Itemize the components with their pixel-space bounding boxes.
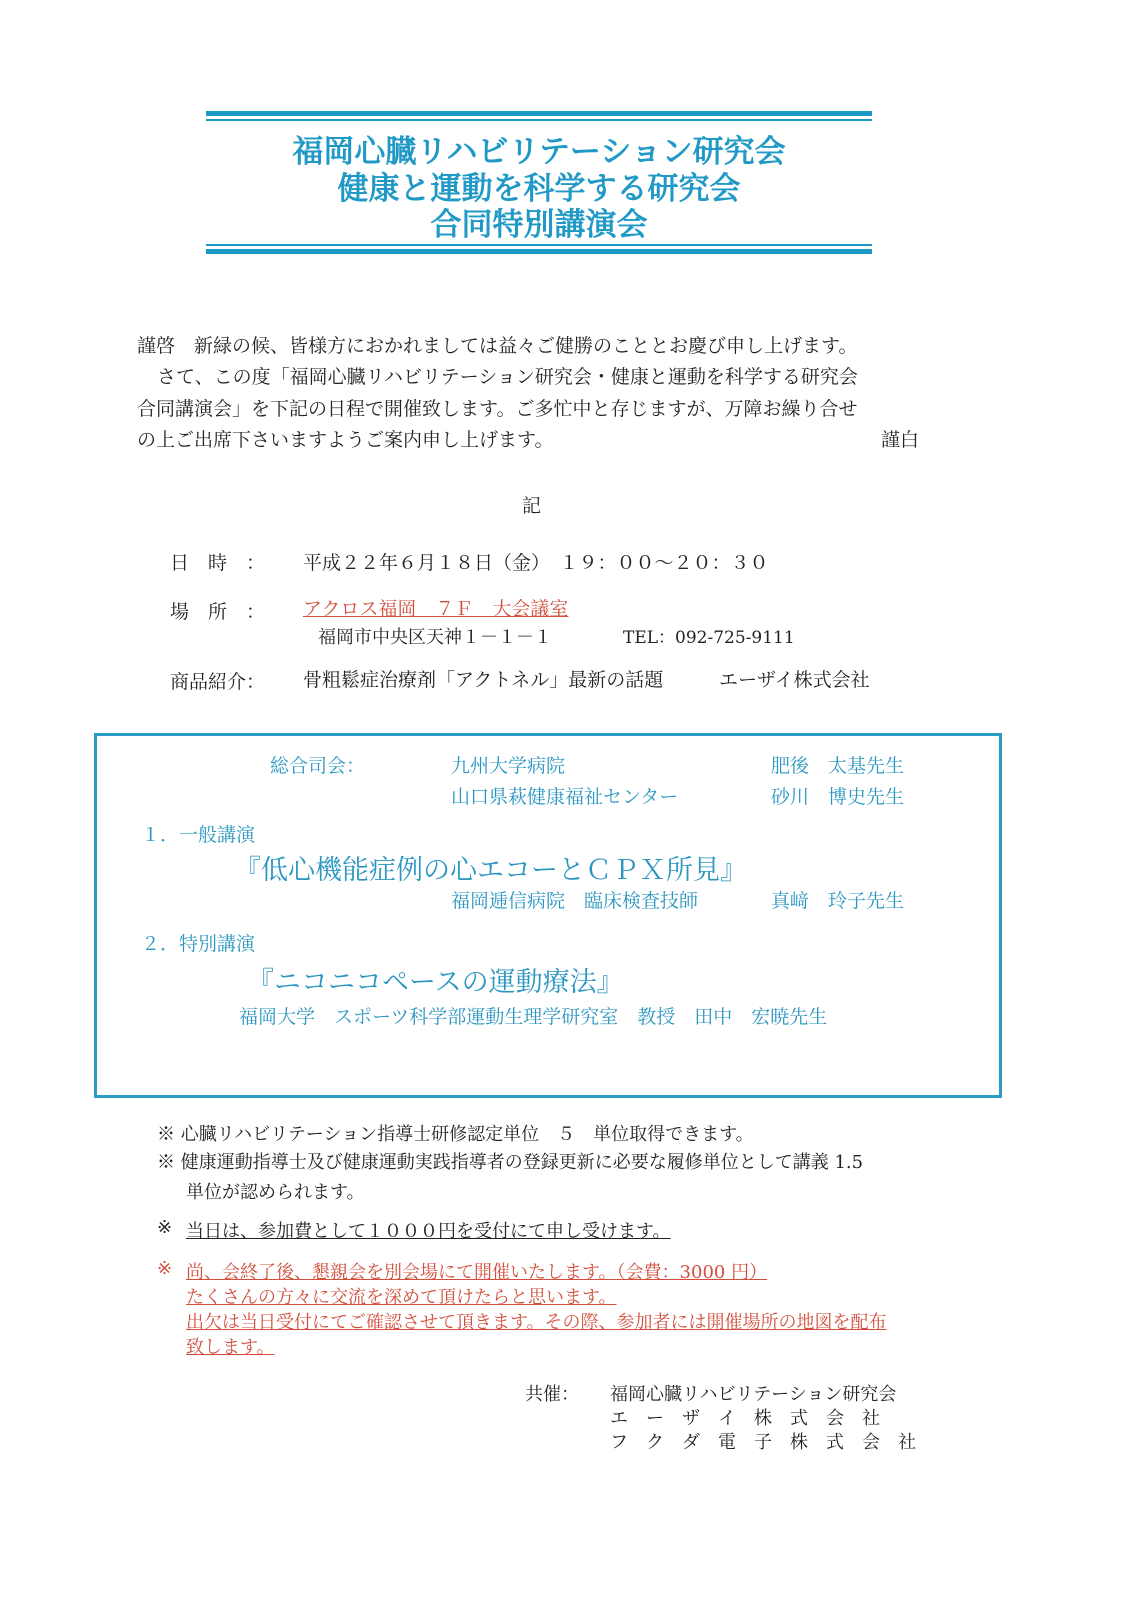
intro-line-1: 謹啓 新緑の候、皆様方におかれましては益々ご健勝のこととお慶び申し上げます。: [137, 335, 858, 357]
intro-closing: 謹白: [881, 429, 920, 451]
note-4-line-2: たくさんの方々に交流を深めて頂けたらと思います。: [186, 1287, 617, 1308]
title-top-rule-thick: [206, 111, 872, 116]
sponsor-3: フ ク ダ 電 子 株 式 会 社: [610, 1432, 916, 1453]
note-4-mark: ※: [157, 1258, 173, 1279]
date-label: 日 時 ：: [170, 552, 266, 574]
intro-line-4: の上ご出席下さいますようご案内申し上げます。: [137, 429, 554, 451]
note-4-line-3: 出欠は当日受付にてご確認させて頂きます。その際、参加者には開催場所の地図を配布: [186, 1312, 887, 1333]
moderator-label: 総合司会：: [270, 755, 366, 777]
title-line-2: 健康と運動を科学する研究会: [337, 171, 741, 207]
moderator-1-name: 肥後 太基先生: [771, 755, 905, 777]
talk1-title: 『低心機能症例の心エコーとＣＰＸ所見』: [234, 855, 747, 886]
note-2-line-1: ※ 健康運動指導士及び健康運動実践指導者の登録更新に必要な履修単位として講義 1.5: [157, 1152, 864, 1173]
note-3-text: 当日は、参加費として１０００円を受付にて申し受けます。: [186, 1221, 671, 1242]
intro-line-2: さて、この度「福岡心臓リハビリテーション研究会・健康と運動を科学する研究会: [157, 366, 858, 388]
product-company: エーザイ株式会社: [719, 669, 870, 691]
title-line-3: 合同特別講演会: [430, 207, 648, 243]
place-label: 場 所 ：: [170, 601, 266, 623]
note-3-mark: ※: [157, 1217, 173, 1238]
title-line-1: 福岡心臓リハビリテーション研究会: [292, 134, 786, 170]
note-2-line-2: 単位が認められます。: [186, 1182, 365, 1203]
ki-heading: 記: [522, 495, 542, 517]
sponsor-1: 福岡心臓リハビリテーション研究会: [610, 1384, 897, 1405]
moderator-2-name: 砂川 博史先生: [771, 786, 905, 808]
address: 福岡市中央区天神１－１－１: [318, 627, 552, 648]
talk2-title: 『ニコニコペースの運動療法』: [247, 967, 624, 998]
product-value: 骨粗鬆症治療剤「アクトネル」最新の話題: [303, 669, 664, 691]
place-value: アクロス福岡 ７Ｆ 大会議室: [303, 598, 569, 620]
talk2-speaker: 福岡大学 スポーツ科学部運動生理学研究室 教授 田中 宏暁先生: [239, 1006, 828, 1028]
title-bottom-rule-thick: [206, 249, 872, 254]
talk1-org: 福岡逓信病院 臨床検査技師: [451, 890, 699, 912]
note-1: ※ 心臓リハビリテーション指導士研修認定単位 ５ 単位取得できます。: [157, 1124, 754, 1145]
sponsors-label: 共催：: [525, 1384, 579, 1405]
tel: TEL：092-725-9111: [623, 628, 795, 648]
intro-line-3: 合同講演会」を下記の日程で開催致します。ご多忙中と存じますが、万障お繰り合せ: [137, 398, 858, 420]
date-value: 平成２２年６月１８日（金） １９：００～２０：３０: [303, 552, 769, 574]
title-bottom-rule-thin: [206, 244, 872, 246]
title-top-rule-thin: [206, 119, 872, 121]
sponsor-2: エ ー ザ イ 株 式 会 社: [610, 1408, 880, 1429]
product-label: 商品紹介：: [170, 671, 266, 693]
talk1-heading: １．一般講演: [141, 824, 256, 846]
moderator-2-org: 山口県萩健康福祉センター: [451, 786, 679, 808]
note-4-line-1: 尚、会終了後、懇親会を別会場にて開催いたします。（会費：3000 円）: [186, 1262, 768, 1283]
moderator-1-org: 九州大学病院: [451, 755, 566, 777]
note-4-line-4: 致します。: [186, 1337, 275, 1358]
talk2-heading: ２．特別講演: [141, 933, 256, 955]
talk1-speaker: 真﨑 玲子先生: [771, 890, 905, 912]
